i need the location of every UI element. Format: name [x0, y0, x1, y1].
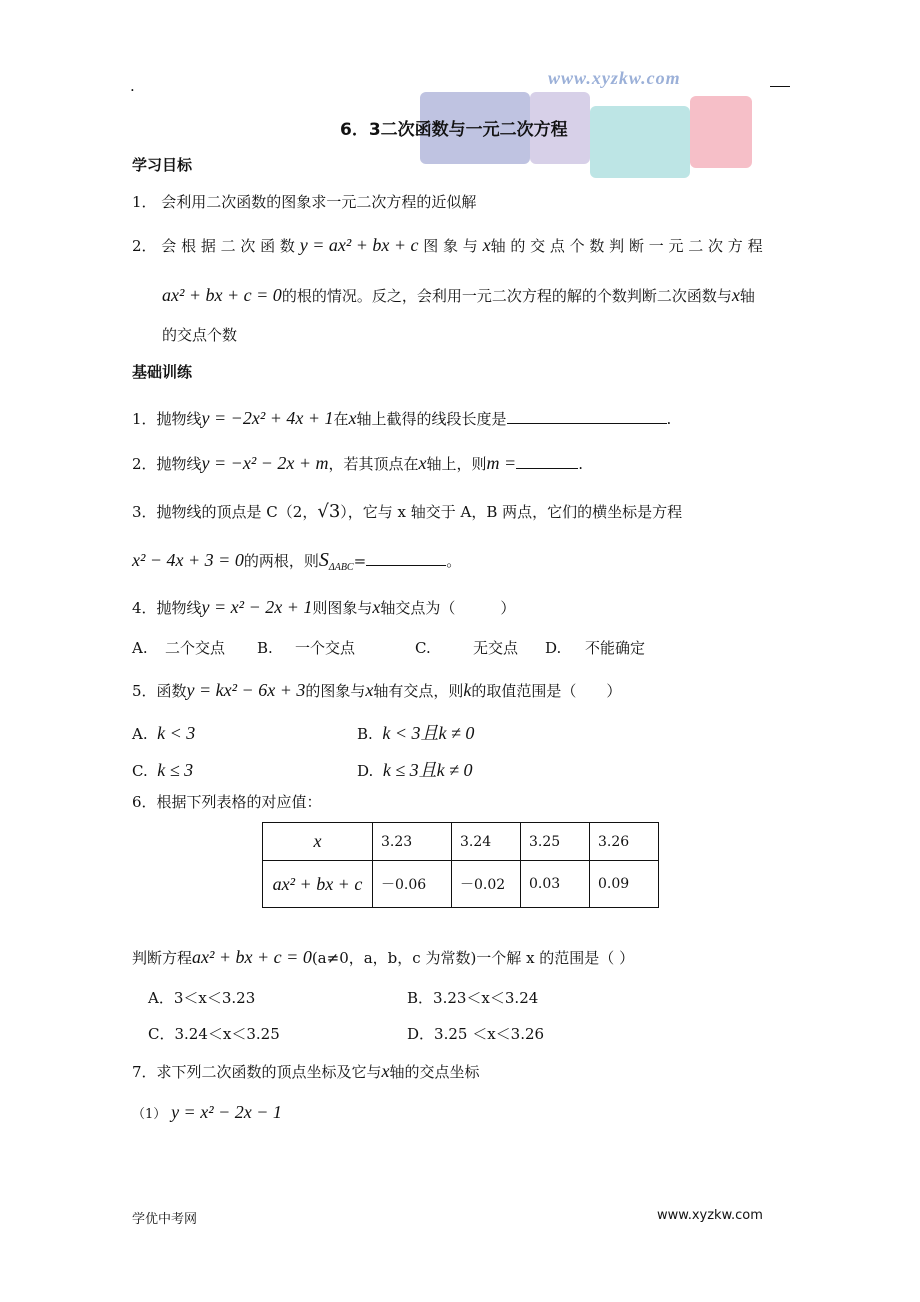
- answer-blank[interactable]: [507, 409, 667, 424]
- table-cell: －0.06: [373, 861, 452, 908]
- question-6: 6．根据下列表格的对应值：: [132, 793, 322, 811]
- var: x: [348, 408, 357, 428]
- option-a[interactable]: A．3＜x＜3.23: [148, 989, 256, 1007]
- answer-blank[interactable]: [516, 454, 578, 469]
- option-b-text: 一个交点: [295, 639, 356, 657]
- table-row: [263, 823, 659, 861]
- t: ），它与 x 轴交于 A，B 两点，它们的横坐标是方程: [340, 503, 683, 521]
- goal-2: [132, 235, 763, 256]
- question-7-part-1: [132, 1102, 282, 1125]
- equation: ax² + bx + c = 0: [192, 947, 312, 967]
- option-c[interactable]: C.: [415, 639, 431, 657]
- equation: y = kx² − 6x + 3: [186, 680, 306, 700]
- table-cell: 0.03: [521, 861, 590, 908]
- label: A.: [132, 725, 148, 743]
- area-symbol: S: [318, 549, 329, 571]
- equation: x² − 4x + 3 = 0: [132, 550, 244, 570]
- question-7: [132, 1061, 480, 1082]
- label: D.: [357, 762, 374, 780]
- table-cell: 0.09: [590, 861, 659, 908]
- training-heading: 基础训练: [132, 363, 193, 381]
- var: x: [482, 235, 491, 255]
- goals-heading: 学习目标: [132, 156, 193, 174]
- option-c-text: 无交点: [473, 639, 519, 657]
- table-cell: 3.24: [452, 823, 521, 861]
- value: k ≤ 3: [157, 760, 194, 780]
- option-a[interactable]: A.: [132, 639, 148, 657]
- t: 的取值范围是（ ）: [471, 682, 622, 700]
- t: (a≠0，a，b，c 为常数)一个解 x 的范围是（ ）: [311, 949, 635, 967]
- t: 3．抛物线的顶点是 C（2，: [132, 503, 318, 521]
- option-b[interactable]: B.: [257, 639, 273, 657]
- equation: ax² + bx + c = 0: [162, 285, 282, 305]
- table-cell: 3.23: [373, 823, 452, 861]
- equation: y = −x² − 2x + m: [201, 453, 329, 473]
- var: x: [365, 680, 374, 700]
- table-header: x: [263, 823, 373, 861]
- watermark-url: www.xyzkw.com: [548, 68, 681, 88]
- question-4: [132, 597, 515, 618]
- label: C.: [132, 762, 148, 780]
- sqrt: √3: [317, 501, 341, 522]
- option-a[interactable]: [132, 723, 195, 744]
- goal-2-end: 的交点个数: [162, 326, 238, 344]
- t: ，若其顶点在: [328, 455, 419, 473]
- t: 1．抛物线: [132, 410, 202, 428]
- table-cell: 3.26: [590, 823, 659, 861]
- t: 的图象与: [305, 682, 366, 700]
- t: 5．函数: [132, 682, 187, 700]
- header-dot: .: [130, 77, 135, 95]
- option-d-text: 不能确定: [585, 639, 646, 657]
- question-1: 1．抛物线y = −2x² + 4x + 1在x轴上截得的线段长度是 .: [132, 408, 672, 428]
- table-row: [263, 861, 659, 908]
- t: 轴上，则: [426, 455, 487, 473]
- table-cell: －0.02: [452, 861, 521, 908]
- t: 4．抛物线: [132, 599, 202, 617]
- t: 7．求下列二次函数的顶点坐标及它与: [132, 1063, 382, 1081]
- value: k ≤ 3且k ≠ 0: [382, 760, 473, 780]
- var: x: [418, 453, 427, 473]
- t: 在: [333, 410, 349, 428]
- label: B.: [357, 725, 373, 743]
- table-cell: 3.25: [521, 823, 590, 861]
- label: （1）: [132, 1107, 167, 1122]
- t: 轴 的 交 点 个 数 判 断 一 元 二 次 方 程: [490, 237, 763, 255]
- question-2: 2．抛物线y = −x² − 2x + m，若其顶点在x轴上，则m = .: [132, 453, 583, 473]
- t: 的两根，则: [243, 552, 319, 570]
- option-c[interactable]: C．3.24＜x＜3.25: [148, 1025, 280, 1043]
- value: k < 3: [157, 723, 196, 743]
- question-3: [132, 502, 682, 522]
- var: k: [463, 680, 472, 700]
- t: =: [353, 552, 367, 570]
- t: 的根的情况。反之，会利用一元二次方程的解的个数判断二次函数与: [281, 287, 732, 305]
- answer-blank[interactable]: [366, 551, 446, 566]
- option-a-text: 二个交点: [165, 639, 226, 657]
- footer-right: www.xyzkw.com: [657, 1208, 763, 1223]
- var: x: [731, 285, 740, 305]
- header-rule: [770, 86, 790, 87]
- goal-1: 1． 会利用二次函数的图象求一元二次方程的近似解: [132, 193, 477, 211]
- equation: y = x² − 2x + 1: [201, 597, 313, 617]
- t: 则图象与: [312, 599, 373, 617]
- t: 2． 会 根 据 二 次 函 数: [132, 237, 300, 255]
- t: 轴有交点，则: [373, 682, 464, 700]
- option-b[interactable]: B．3.23＜x＜3.24: [407, 989, 539, 1007]
- question-3-cont: [132, 550, 461, 578]
- option-d[interactable]: D.: [545, 639, 562, 657]
- t: 轴交点为（ ）: [380, 599, 516, 617]
- question-6-cont: [132, 947, 634, 968]
- var: x: [372, 597, 381, 617]
- option-b[interactable]: [357, 723, 474, 744]
- t: 轴上截得的线段长度是: [356, 410, 507, 428]
- t: 轴: [739, 287, 755, 305]
- subscript: ΔABC: [328, 562, 354, 573]
- equation: y = ax² + bx + c: [299, 235, 419, 255]
- goal-2-cont: [162, 285, 755, 306]
- equation: y = x² − 2x − 1: [171, 1102, 282, 1122]
- option-c[interactable]: [132, 760, 193, 781]
- equation: y = −2x² + 4x + 1: [201, 408, 334, 428]
- t: 。: [446, 552, 462, 570]
- question-5: [132, 680, 621, 701]
- var: x: [381, 1061, 390, 1081]
- value-table: [262, 822, 659, 908]
- t: 轴的交点坐标: [389, 1063, 480, 1081]
- table-header: ax² + bx + c: [263, 861, 373, 908]
- option-d[interactable]: [357, 760, 473, 781]
- page-title: 6．3二次函数与一元二次方程: [340, 120, 568, 140]
- var: m =: [486, 453, 517, 473]
- option-d[interactable]: D．3.25 ＜x＜3.26: [407, 1025, 545, 1043]
- value: k < 3且k ≠ 0: [382, 723, 475, 743]
- t: 判断方程: [132, 949, 193, 967]
- footer-left: 学优中考网: [132, 1212, 198, 1227]
- t: 图 象 与: [418, 237, 483, 255]
- t: 2．抛物线: [132, 455, 202, 473]
